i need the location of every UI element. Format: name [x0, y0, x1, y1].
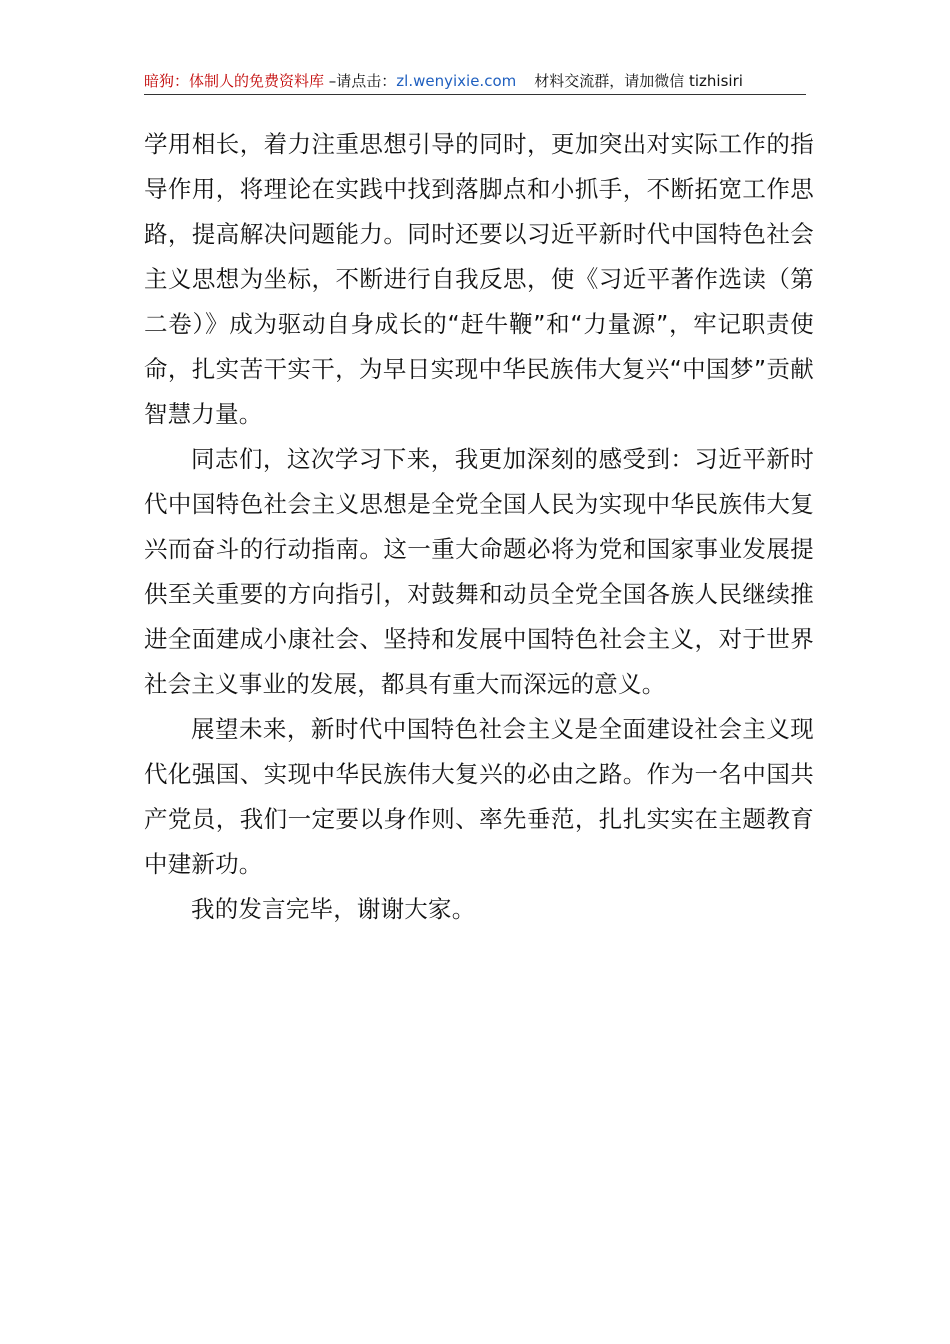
paragraph-1: 学用相长，着力注重思想引导的同时，更加突出对实际工作的指导作用，将理论在实践中找到落脚点和小抓手，不断拓宽工作思路，提高解决问题能力。同时还要以习近平新时代中国特色社会主义思想为坐标，不断进行自我反思，使《习近平著作选读（第二卷）》成为驱动自身成长的“赶牛鞭”和“力量源”，牢记职责使命，扎实苦干实干，为早日实现中华民族伟大复兴“中国梦”贡献智慧力量。: [144, 130, 814, 428]
document-body: [144, 122, 814, 932]
header-group-info: 材料交流群，请加微信 tizhisiri: [534, 72, 743, 90]
header-separator: –请点击：: [324, 72, 397, 90]
paragraph-closing: 我的发言完毕，谢谢大家。: [191, 895, 476, 923]
page-header: [144, 68, 806, 95]
header-brand: 暗狗：体制人的免费资料库: [144, 72, 325, 90]
paragraph-3: 展望未来，新时代中国特色社会主义是全面建设社会主义现代化强国、实现中华民族伟大复兴的必由之路。作为一名中国共产党员，我们一定要以身作则、率先垂范，扎扎实实在主题教育中建新功。: [144, 715, 814, 878]
header-link[interactable]: zl.wenyixie.com: [396, 72, 517, 90]
paragraph-2: 同志们，这次学习下来，我更加深刻的感受到：习近平新时代中国特色社会主义思想是全党全国人民为实现中华民族伟大复兴而奋斗的行动指南。这一重大命题必将为党和国家事业发展提供至关重要的方向指引，对鼓舞和动员全党全国各族人民继续推进全面建成小康社会、坚持和发展中国特色社会主义，对于世界社会主义事业的发展，都具有重大而深远的意义。: [144, 445, 814, 698]
